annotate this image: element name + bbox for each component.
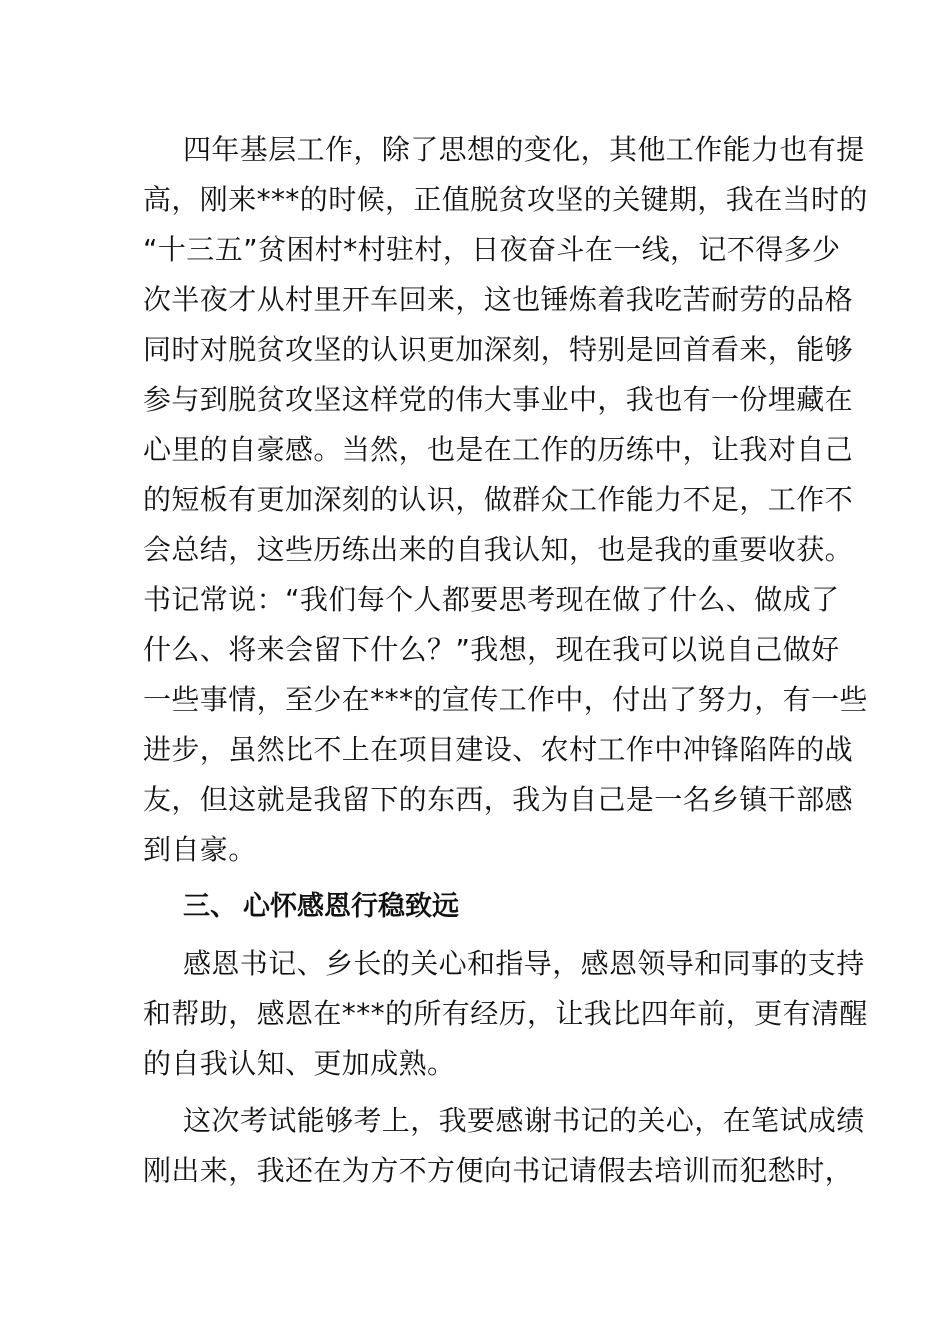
paragraph-line: 的短板有更加深刻的认识，做群众工作能力不足，工作不 xyxy=(143,483,854,516)
paragraph-line: 书记常说：“我们每个人都要思考现在做了什么、做成了 xyxy=(143,583,840,616)
paragraph-line: 这次考试能够考上，我要感谢书记的关心，在笔试成绩 xyxy=(183,1104,865,1137)
paragraph-line: 高，刚来***的时候，正值脱贫攻坚的关键期，我在当时的 xyxy=(143,183,868,216)
section-number: 三、 xyxy=(183,891,237,922)
section-heading xyxy=(183,887,459,927)
paragraph-line: 进步，虽然比不上在项目建设、农村工作中冲锋陷阵的战 xyxy=(143,733,854,766)
paragraph-line: “十三五”贫困村*村驻村，日夜奋斗在一线，记不得多少 xyxy=(143,233,841,266)
paragraph-line: 参与到脱贫攻坚这样党的伟大事业中，我也有一份埋藏在 xyxy=(143,383,854,416)
paragraph-line: 次半夜才从村里开车回来，这也锤炼着我吃苦耐劳的品格 xyxy=(143,283,854,316)
paragraph-line: 到自豪。 xyxy=(143,833,257,866)
paragraph-line: 一些事情，至少在***的宣传工作中，付出了努力，有一些 xyxy=(143,683,868,716)
paragraph-line: 的自我认知、更加成熟。 xyxy=(143,1047,456,1080)
paragraph-line: 心里的自豪感。当然，也是在工作的历练中，让我对自己 xyxy=(143,433,854,466)
paragraph-line: 感恩书记、乡长的关心和指导，感恩领导和同事的支持 xyxy=(183,947,865,980)
paragraph-line: 友，但这就是我留下的东西，我为自己是一名乡镇干部感 xyxy=(143,783,854,816)
paragraph-line: 刚出来，我还在为方不方便向书记请假去培训而犯愁时， xyxy=(143,1154,854,1187)
paragraph-line: 四年基层工作，除了思想的变化，其他工作能力也有提 xyxy=(183,133,865,166)
paragraph-line: 同时对脱贫攻坚的认识更加深刻，特别是回首看来，能够 xyxy=(143,333,854,366)
paragraph-line: 和帮助，感恩在***的所有经历，让我比四年前，更有清醒 xyxy=(143,997,868,1030)
paragraph-line: 会总结，这些历练出来的自我认知，也是我的重要收获。 xyxy=(143,533,854,566)
section-title: 心怀感恩行稳致远 xyxy=(243,891,459,922)
paragraph-line: 什么、将来会留下什么？”我想，现在我可以说自己做好 xyxy=(143,633,840,666)
